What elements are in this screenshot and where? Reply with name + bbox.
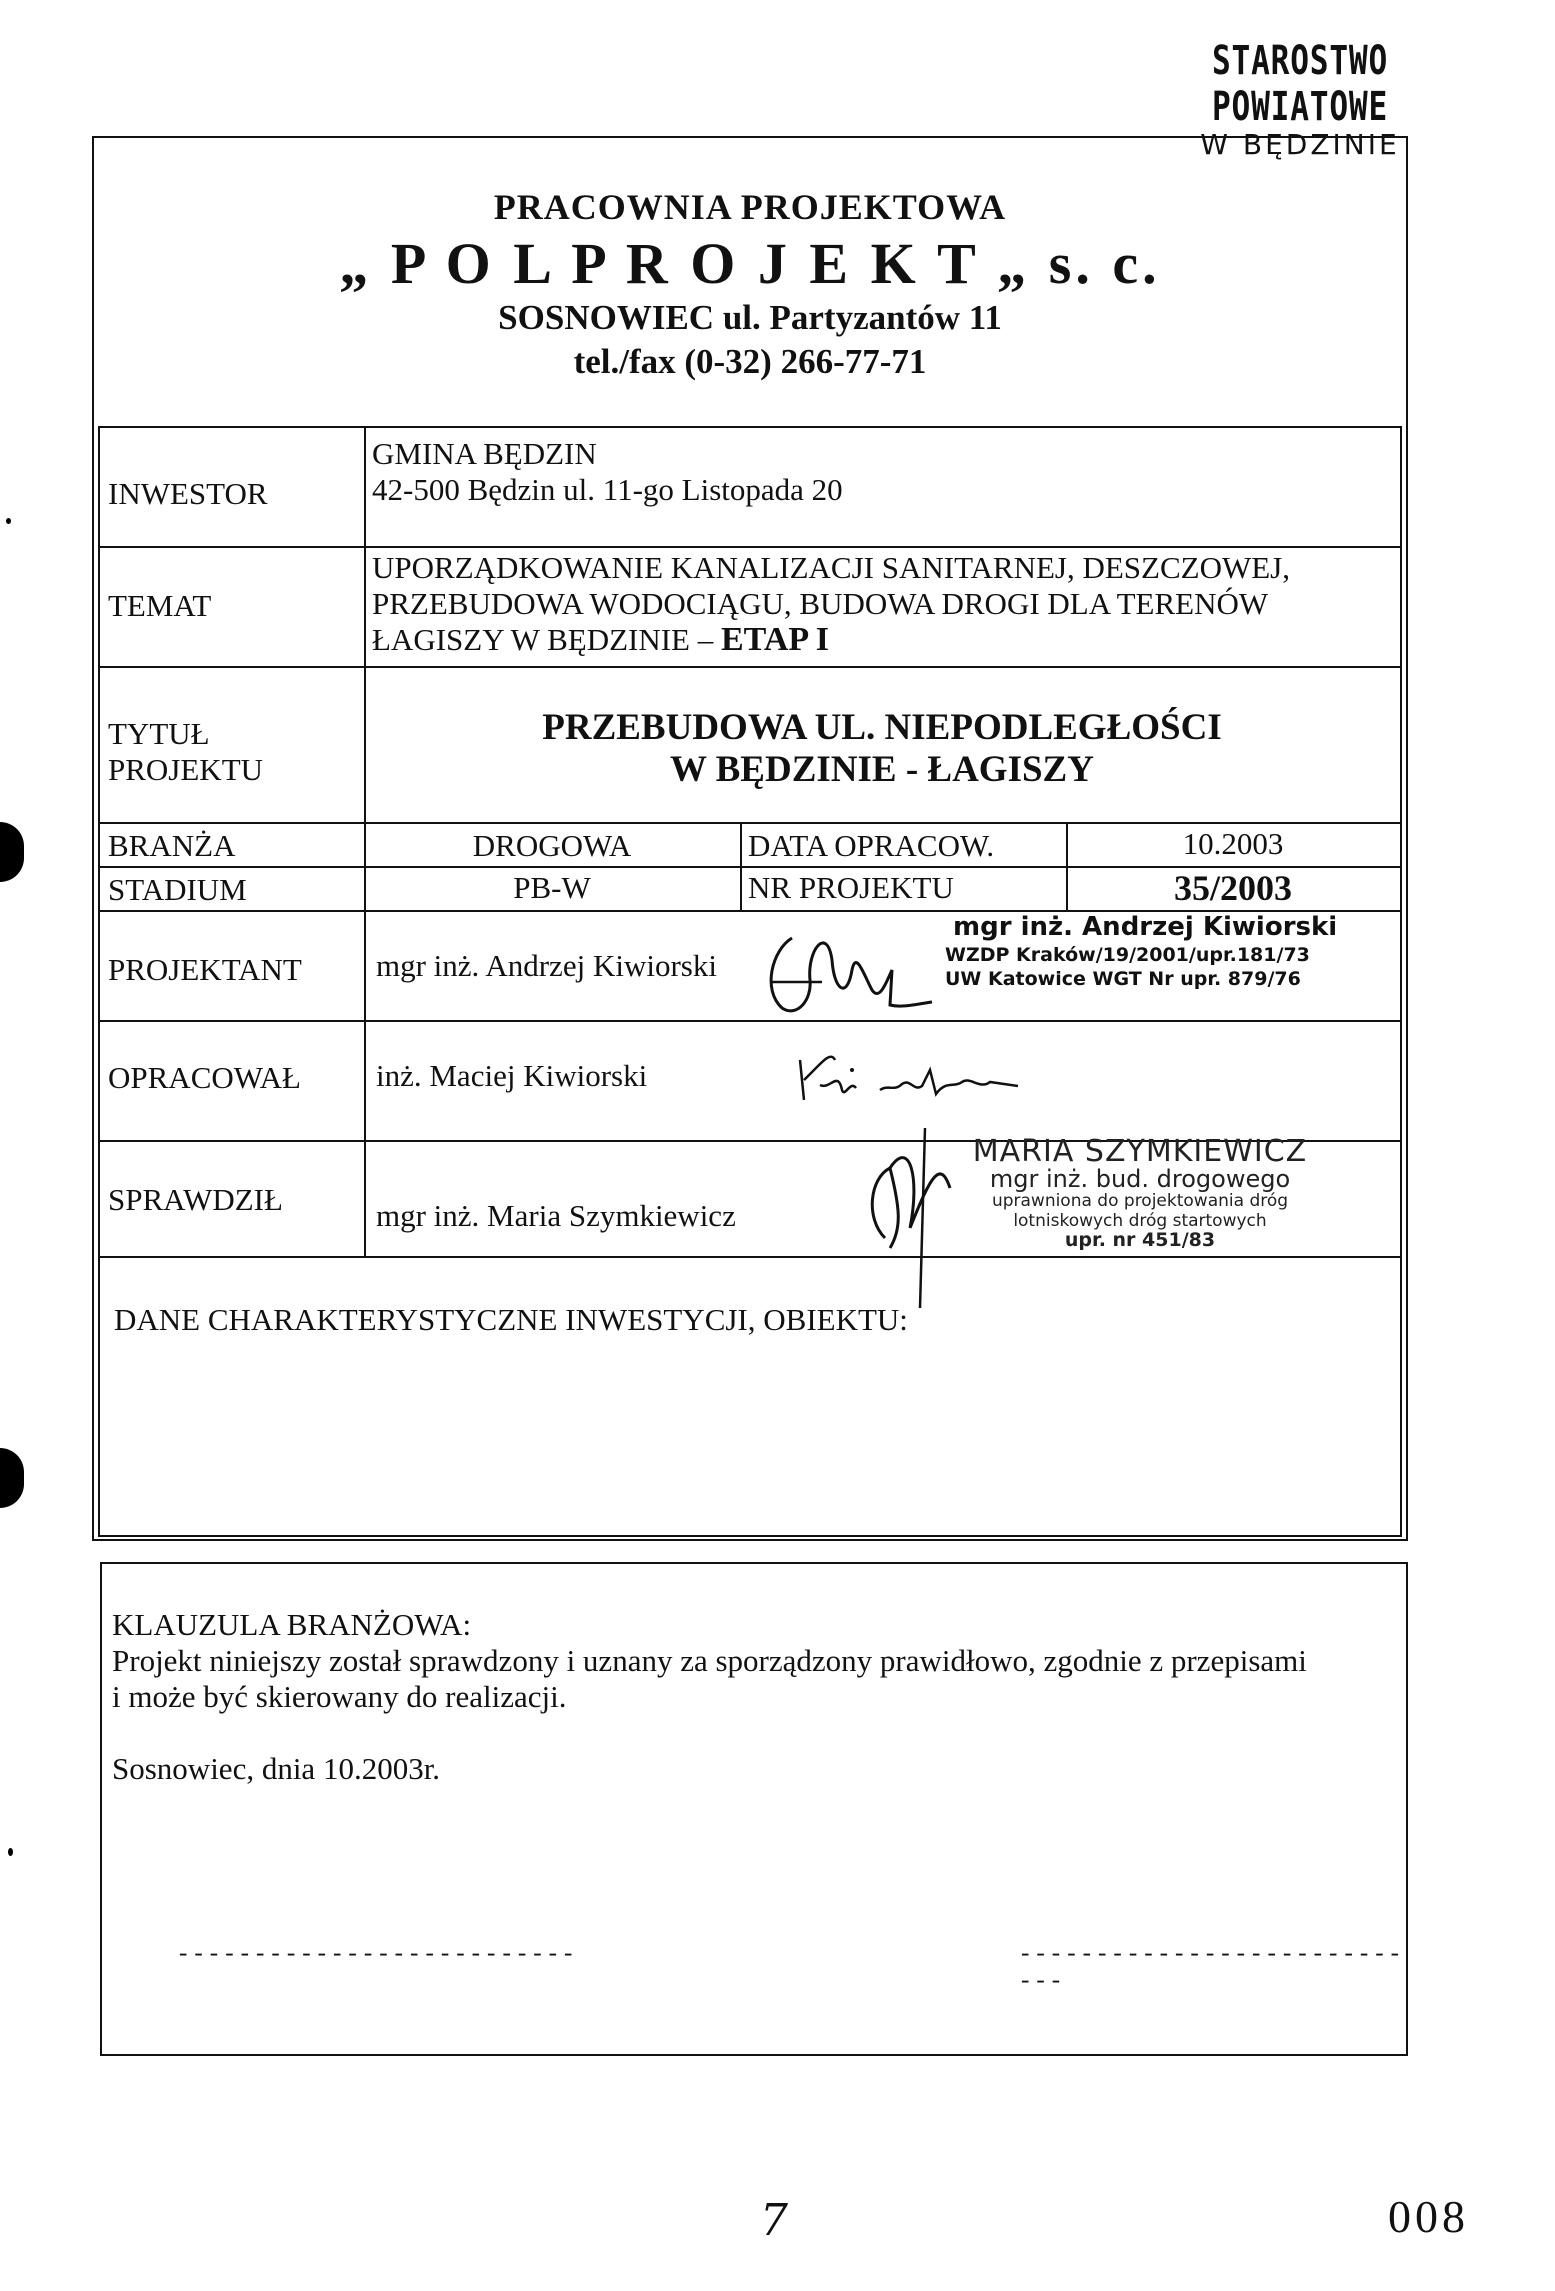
sprawdzil-name: mgr inż. Maria Szymkiewicz <box>376 1198 736 1233</box>
office-stamp-line1: STAROSTWO POWIATOWE <box>1211 38 1389 130</box>
temat-line1: UPORZĄDKOWANIE KANALIZACJI SANITARNEJ, DESZCZOWEJ, <box>372 550 1290 585</box>
projektant-stamp <box>945 912 1405 990</box>
clause-title: KLAUZULA BRANŻOWA: <box>112 1607 472 1642</box>
projektant-label: PROJEKTANT <box>108 952 302 987</box>
divider <box>364 426 366 546</box>
projektant-signature <box>752 920 942 1020</box>
row-sprawdzil <box>98 1134 1402 1256</box>
row-branza <box>98 822 1402 866</box>
dane-label: DANE CHARAKTERYSTYCZNE INWESTYCJI, OBIEKTU: <box>114 1302 908 1337</box>
projektant-stamp-line3: UW Katowice WGT Nr upr. 879/76 <box>945 968 1301 990</box>
temat-line3-text: ŁAGISZY W BĘDZINIE – <box>372 622 714 657</box>
row-temat <box>98 546 1402 666</box>
inwestor-line1: GMINA BĘDZIN <box>372 436 597 471</box>
branza-label: BRANŻA <box>108 828 236 863</box>
temat-line2: PRZEBUDOWA WODOCIĄGU, BUDOWA DROGI DLA TERENÓW <box>372 586 1269 621</box>
clause-text1: Projekt niniejszy został sprawdzony i uznany za sporządzony prawidłowo, zgodnie z przepisami <box>112 1643 1307 1678</box>
clause-text2: i może być skierowany do realizacji. <box>112 1679 567 1714</box>
punch-hole <box>0 822 24 882</box>
projektant-name: mgr inż. Andrzej Kiwiorski <box>376 948 717 983</box>
divider <box>364 1140 366 1256</box>
stadium-value: PB-W <box>513 870 591 905</box>
company-line1: PRACOWNIA PROJEKTOWA <box>493 187 1007 227</box>
punch-hole <box>0 1448 24 1508</box>
row-opracowal <box>98 1020 1402 1140</box>
projektant-stamp-line1: mgr inż. Andrzej Kiwiorski <box>953 912 1338 942</box>
signature-line-right: ---------------------------- <box>1018 1942 1404 1996</box>
tytul-label2: PROJEKTU <box>108 752 264 787</box>
row-stadium <box>98 866 1402 910</box>
sprawdzil-stamp-line5: upr. nr 451/83 <box>1064 1229 1216 1251</box>
tytul-line1: PRZEBUDOWA UL. NIEPODLEGŁOŚCI <box>542 707 1222 748</box>
row-tytul <box>98 666 1402 822</box>
opracowal-label: OPRACOWAŁ <box>108 1060 301 1095</box>
sprawdzil-stamp-line1: MARIA SZYMKIEWICZ <box>972 1134 1308 1169</box>
temat-etap: ETAP I <box>721 621 830 658</box>
temat-line3 <box>372 622 829 658</box>
company-header <box>94 138 1406 428</box>
divider <box>740 866 742 910</box>
sprawdzil-stamp-line2: mgr inż. bud. drogowego <box>989 1165 1291 1193</box>
page-number: 008 <box>1388 2191 1469 2242</box>
handwritten-number: 7 <box>760 2195 788 2246</box>
row-dane <box>98 1256 1402 1537</box>
data-label: DATA OPRACOW. <box>748 828 995 863</box>
temat-label: TEMAT <box>108 588 212 623</box>
projektant-stamp-line2: WZDP Kraków/19/2001/upr.181/73 <box>945 944 1310 966</box>
company-phone: tel./fax (0-32) 266-77-71 <box>573 342 927 381</box>
sprawdzil-label: SPRAWDZIŁ <box>108 1182 283 1217</box>
clause-box <box>100 1562 1408 2056</box>
sprawdzil-stamp <box>950 1134 1330 1251</box>
sprawdzil-stamp-line4: lotniskowych dróg startowych <box>1013 1211 1267 1231</box>
divider <box>364 546 366 666</box>
row-inwestor <box>98 426 1402 546</box>
stadium-label: STADIUM <box>108 872 247 907</box>
nr-projektu-value: 35/2003 <box>1173 868 1292 908</box>
company-address: SOSNOWIEC ul. Partyzantów 11 <box>498 298 1002 337</box>
nr-projektu-label: NR PROJEKTU <box>748 870 954 905</box>
tytul-line2: W BĘDZINIE - ŁAGISZY <box>670 749 1094 790</box>
opracowal-signature <box>790 1040 1040 1120</box>
divider <box>364 1020 366 1140</box>
branza-value: DROGOWA <box>472 828 632 863</box>
divider <box>364 910 366 1020</box>
signature-line-left: -------------------------- <box>176 1942 577 1969</box>
title-card <box>92 136 1408 1541</box>
speck <box>6 518 11 524</box>
row-projektant <box>98 910 1402 1020</box>
speck <box>8 1848 13 1856</box>
divider <box>740 822 742 866</box>
company-name: „ P O L P R O J E K T „ s. c. <box>339 231 1161 296</box>
data-value: 10.2003 <box>1182 826 1284 861</box>
clause-place-date: Sosnowiec, dnia 10.2003r. <box>112 1751 441 1786</box>
opracowal-name: inż. Maciej Kiwiorski <box>376 1058 648 1093</box>
inwestor-label: INWESTOR <box>108 476 268 511</box>
sprawdzil-stamp-line3: uprawniona do projektowania dróg <box>991 1191 1289 1211</box>
tytul-label1: TYTUŁ <box>108 716 210 751</box>
inwestor-line2: 42-500 Będzin ul. 11-go Listopada 20 <box>372 472 843 507</box>
office-stamp-line2: W BĘDZINIE <box>1200 128 1400 161</box>
